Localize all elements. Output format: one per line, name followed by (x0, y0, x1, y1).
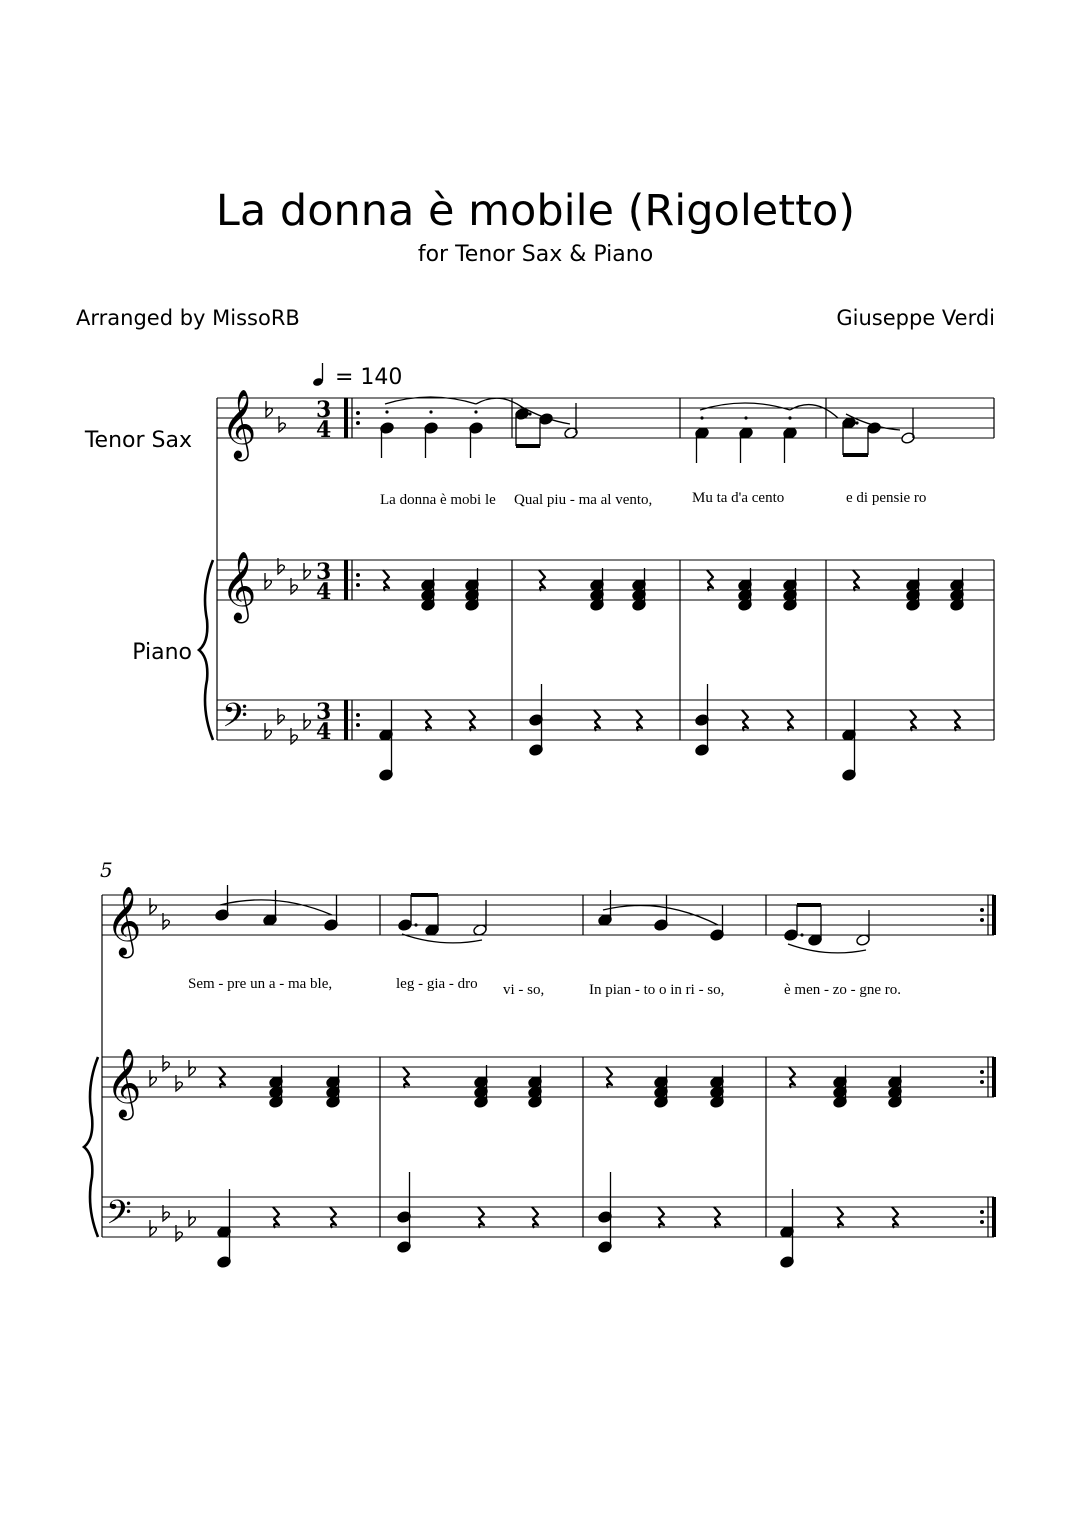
staccato-dot (429, 410, 432, 413)
piano-brace (199, 560, 213, 740)
lyrics-measure-6: leg ‑ gia ‑ dro (396, 976, 478, 992)
piano-brace (84, 1057, 98, 1237)
lyrics-measure-8: è men ‑ zo ‑ gne ro. (784, 982, 902, 998)
treble-clef-icon: 𝄞 (221, 389, 257, 459)
instrument-label-tenor-sax: Tenor Sax (84, 428, 192, 453)
note (784, 929, 799, 942)
staccato-dot (385, 410, 388, 413)
treble-clef-icon: 𝄞 (106, 1048, 142, 1118)
composer-credit: Giuseppe Verdi (836, 306, 995, 330)
lyrics-measure-6b: vi ‑ so, (503, 982, 545, 998)
page-subtitle: for Tenor Sax & Piano (417, 242, 654, 267)
flat-sign (304, 563, 310, 579)
flat-sign (189, 1060, 195, 1076)
staccato-dot (528, 412, 531, 415)
bass-clef-icon: 𝄢 (106, 1194, 132, 1240)
time-signature-top: 3 (316, 559, 332, 585)
repeat-dot (356, 583, 360, 587)
staccato-dot (744, 416, 747, 419)
flat-sign (150, 898, 156, 914)
lyrics-measure-2: Qual piu ‑ ma al vento, (514, 492, 653, 508)
lyrics-measure-7: In pian ‑ to o in ri ‑ so, (589, 982, 725, 998)
flat-sign (265, 573, 271, 589)
repeat-dot (980, 918, 984, 922)
time-signature-bottom: 4 (316, 417, 332, 443)
repeat-dot (980, 908, 984, 912)
page-title: La donna è mobile (Rigoletto) (215, 186, 856, 236)
staccato-dot (855, 421, 858, 424)
time-signature-top: 3 (316, 397, 332, 423)
flat-sign (150, 1070, 156, 1086)
time-signature-top: 3 (316, 699, 332, 725)
repeat-dot (980, 1220, 984, 1224)
repeat-dot (980, 1070, 984, 1074)
repeat-dot (980, 1080, 984, 1084)
instrument-label-piano: Piano (132, 640, 192, 665)
flat-sign (189, 1210, 195, 1226)
note (398, 919, 413, 932)
staccato-dot (788, 416, 791, 419)
flat-sign (150, 1220, 156, 1236)
tempo-value: = 140 (335, 365, 403, 390)
time-signature-bottom: 4 (316, 579, 332, 605)
slur (700, 403, 790, 410)
staccato-dot (414, 923, 417, 926)
repeat-dot (356, 421, 360, 425)
repeat-dot (980, 1210, 984, 1214)
flat-sign (266, 401, 272, 417)
flat-sign (304, 713, 310, 729)
lyrics-measure-5: Sem ‑ pre un a ‑ ma ble, (188, 976, 333, 992)
arranger-credit: Arranged by MissoRB (76, 306, 300, 330)
repeat-dot (356, 573, 360, 577)
treble-clef-icon: 𝄞 (221, 551, 257, 621)
lyrics-measure-4: e di pensie ro (846, 490, 927, 506)
staccato-dot (474, 410, 477, 413)
repeat-dot (356, 723, 360, 727)
time-signature-bottom: 4 (316, 719, 332, 745)
lyrics-measure-1: La donna è mobi le (380, 492, 496, 508)
staccato-dot (700, 416, 703, 419)
staccato-dot (800, 933, 803, 936)
repeat-dot (356, 713, 360, 717)
measure-number: 5 (100, 858, 113, 882)
slur (790, 405, 838, 418)
lyrics-measure-3: Mu ta d'a cento (692, 490, 785, 506)
treble-clef-icon: 𝄞 (106, 886, 142, 956)
repeat-dot (356, 411, 360, 415)
bass-clef-icon: 𝄢 (222, 697, 248, 743)
flat-sign (265, 723, 271, 739)
slur (788, 944, 866, 953)
